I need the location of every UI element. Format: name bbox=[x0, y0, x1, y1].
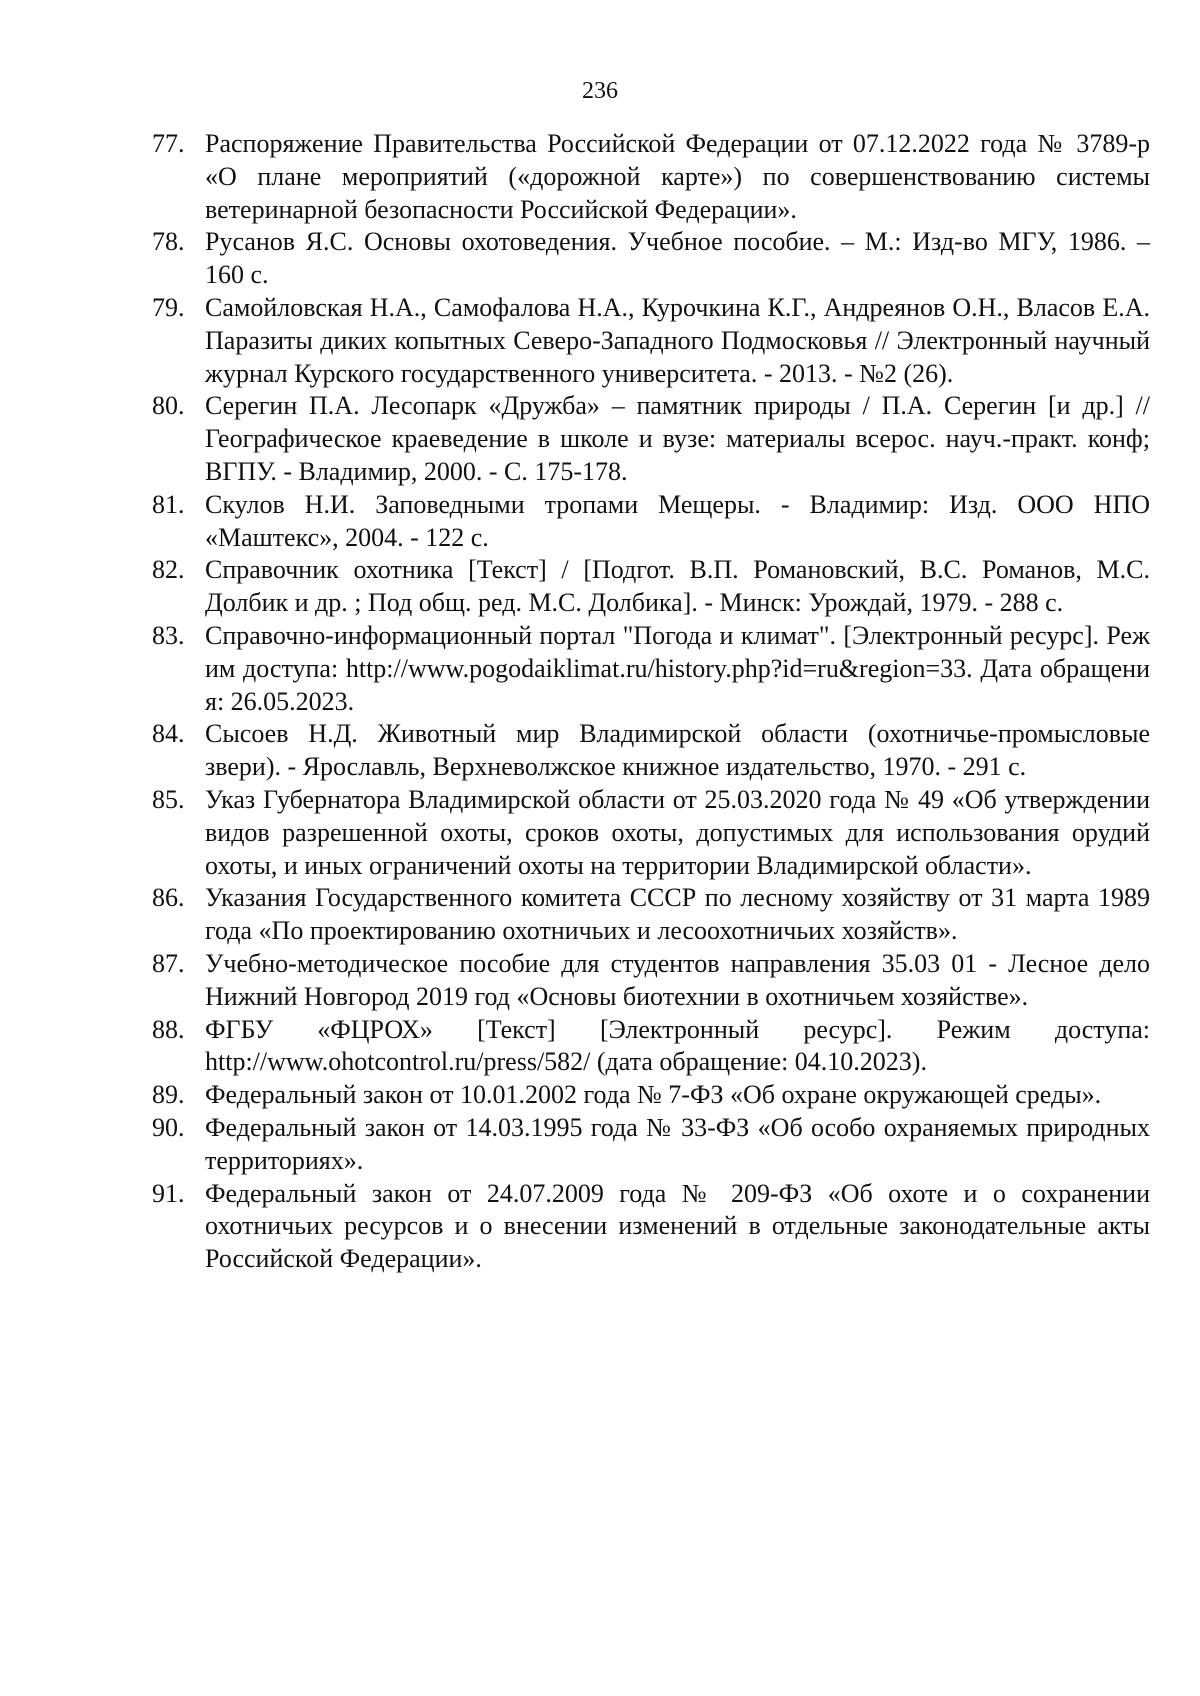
reference-item bbox=[152, 882, 1150, 948]
reference-item bbox=[152, 292, 1150, 390]
reference-number: 87. bbox=[152, 948, 185, 978]
reference-text: Самойловская Н.А., Самофалова Н.А., Курочкина К.Г., Андреянов О.Н., Власов Е.А. Паразиты диких копытных Северо-Западного Подмосковья // Электронный научный журнал Курского государственного университета. - 2013. - №2 (26). bbox=[205, 292, 1150, 388]
reference-text: Распоряжение Правительства Российской Федерации от 07.12.2022 года № 3789-р «О плане мероприятий («дорожной карте») по совершенствованию системы ветеринарной безопасности Российской Федерации». bbox=[205, 129, 1150, 224]
reference-number: 77. bbox=[152, 129, 185, 158]
reference-text: Указ Губернатора Владимирской области от 25.03.2020 года № 49 «Об утверждении видов разрешенной охоты, сроков охоты, допустимых для использования орудий охоты, и иных ограничений охоты на территории Владимирской области». bbox=[205, 784, 1150, 880]
reference-text: Скулов Н.И. Заповедными тропами Мещеры. - Владимир: Изд. ООО НПО «Маштекс», 2004. - 122 с. bbox=[205, 489, 1150, 552]
reference-item bbox=[152, 1079, 1150, 1112]
reference-text: Справочно-информационный портал "Погода и климат". [Электронный ресурс]. Режим доступа: http://www.pogodaiklimat.ru/history.php?id=ru&region=33. Дата обращения: 26.05.2023. bbox=[205, 620, 1150, 716]
reference-text: Справочник охотника [Текст] / [Подгот. В.П. Романовский, В.С. Романов, М.С. Долбик и др. ; Под общ. ред. М.С. Долбика]. - Минск: Урождай, 1979. - 288 с. bbox=[205, 555, 1150, 618]
reference-number: 89. bbox=[152, 1080, 185, 1110]
reference-item bbox=[152, 948, 1150, 1014]
reference-item bbox=[152, 1178, 1150, 1276]
reference-list bbox=[152, 128, 1150, 1276]
reference-number: 85. bbox=[152, 784, 185, 814]
reference-item bbox=[152, 390, 1150, 488]
reference-item bbox=[152, 1014, 1150, 1080]
reference-text: Указания Государственного комитета СССР по лесному хозяйству от 31 марта 1989 года «По проектированию охотничьих и лесоохотничьих хозяйств». bbox=[205, 883, 1150, 946]
reference-number: 84. bbox=[152, 719, 185, 749]
reference-item bbox=[152, 554, 1150, 620]
reference-number: 91. bbox=[152, 1178, 185, 1208]
reference-text: Русанов Я.С. Основы охотоведения. Учебное пособие. – М.: Изд-во МГУ, 1986. – 160 с. bbox=[205, 227, 1150, 290]
page-number: 236 bbox=[582, 78, 618, 104]
reference-item bbox=[152, 718, 1150, 784]
reference-number: 79. bbox=[152, 292, 185, 322]
reference-text: Федеральный закон от 24.07.2009 года № 209-ФЗ «Об охоте и о сохранении охотничьих ресурсов и о внесении изменений в отдельные законодательные акты Российской Федерации». bbox=[205, 1178, 1150, 1274]
reference-text: Учебно-методическое пособие для студентов направления 35.03 01 - Лесное дело Нижний Новгород 2019 год «Основы биотехнии в охотничьем хозяйстве». bbox=[205, 948, 1150, 1011]
reference-text: Серегин П.А. Лесопарк «Дружба» – памятник природы / П.А. Серегин [и др.] // Географическое краеведение в школе и вузе: материалы всерос. науч.-практ. конф; ВГПУ. - Владимир, 2000. - С. 175-178. bbox=[205, 391, 1150, 486]
reference-item bbox=[152, 620, 1150, 718]
reference-text: Сысоев Н.Д. Животный мир Владимирской области (охотничье-промысловые звери). - Ярославль, Верхневолжское книжное издательство, 1970. - 291 с. bbox=[205, 719, 1150, 782]
reference-text: Федеральный закон от 14.03.1995 года № 33-ФЗ «Об особо охраняемых природных территориях». bbox=[205, 1112, 1150, 1175]
reference-item bbox=[152, 489, 1150, 555]
reference-item bbox=[152, 226, 1150, 292]
reference-number: 78. bbox=[152, 227, 185, 257]
reference-number: 83. bbox=[152, 620, 185, 650]
reference-text: ФГБУ «ФЦРОХ» [Текст] [Электронный ресурс]. Режим доступа: http://www.ohotcontrol.ru/press/582/ (дата обращение: 04.10.2023). bbox=[205, 1014, 1150, 1077]
reference-number: 86. bbox=[152, 883, 185, 913]
reference-number: 81. bbox=[152, 489, 185, 519]
reference-text: Федеральный закон от 10.01.2002 года № 7-ФЗ «Об охране окружающей среды». bbox=[205, 1080, 1102, 1110]
reference-item bbox=[152, 128, 1150, 226]
reference-number: 90. bbox=[152, 1112, 185, 1142]
reference-item bbox=[152, 1112, 1150, 1178]
reference-number: 82. bbox=[152, 555, 185, 585]
reference-item bbox=[152, 784, 1150, 882]
reference-number: 88. bbox=[152, 1014, 185, 1044]
reference-number: 80. bbox=[152, 391, 185, 421]
